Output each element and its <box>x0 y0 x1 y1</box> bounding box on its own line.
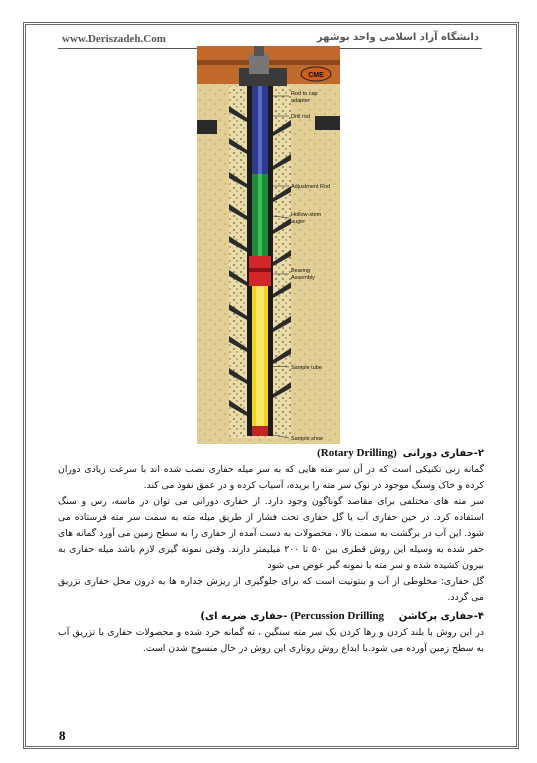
rotary-heading-en: (Rotary Drilling) <box>317 447 397 459</box>
header-university: دانشگاه آزاد اسلامی واحد بوشهر <box>316 32 479 43</box>
header-website: www.Deriszadeh.Com <box>62 33 166 45</box>
label-sample-tube: Sample tube <box>291 365 322 371</box>
rotary-heading-fa: ۲-حفاری دورانی <box>402 448 484 459</box>
ground-block-right <box>315 116 340 130</box>
rotary-section <box>58 445 484 657</box>
label-hollow-stem: Hollow-stem <box>291 212 322 218</box>
drilling-mud-paragraph: گل حفاری: مخلوطی از آب و بنتونیت است که برای جلوگیری از ریزش جداره ها به درون محل حفاری تزریق می گردد. <box>58 576 484 603</box>
rod-cap <box>249 54 269 74</box>
label-adjustment-rod: Adjustment Rod <box>291 184 331 190</box>
percussion-heading-en: (Percussion Drilling <box>290 610 385 622</box>
percussion-heading <box>58 608 484 625</box>
percussion-paragraph: در این روش با بلند کردن و رها کردن یک سر مته سنگین ، ته گمانه خرد شده و محصولات حفاری با تزریق آب به سطح زمین آورده می شود.با ابداع روش روتاری این روش در حال منسوخ شدن است. <box>58 627 484 654</box>
auger-drilling-figure <box>197 46 340 444</box>
rotary-paragraph-2: سر مته های مختلفی برای مقاصد گوناگون وجود دارد. از حفاری دورانی می توان در ماسه، رس و سنگ استفاده کرد. در حین حفاری آب یا گل حفاری تحت فشار از طریق میله مته به سمت سر مته فرستاده می شود. این آب در برگشت به سمت بالا ، محصولات به دست آمده از حفاری را به سطح زمین می آورد گمانه های حفر شده به وسیله این روش قطری بین ۵۰ تا ۲۰۰ میلیمتر دارند. وقتی نمونه گیری لازم باشد میله حفاری به بیرون کشیده شده و سر مته با نمونه گیر عوض می شود <box>58 496 484 571</box>
rotary-heading <box>58 445 484 462</box>
rotary-paragraph-1: گمانه زنی تکنیکی است که در آن سر مته هایی که به سر میله حفاری نصب شده اند با سرعت زیادی دوران کرده و خاک وسنگ موجود در نوک سر مته را بریده، آسیاب کرده و در عمق نفوذ می کند. <box>58 464 484 491</box>
label-assembly: Assembly <box>291 275 315 281</box>
label-bearing: Bearing <box>291 268 310 274</box>
page-number: 8 <box>59 728 66 743</box>
label-drill-rod: Drill rod <box>291 114 310 120</box>
ground-block-left <box>197 120 217 134</box>
label-adapter: adapter <box>291 98 310 104</box>
percussion-heading-tail: -حفاری ضربه ای) <box>200 611 288 622</box>
auger-diagram <box>197 46 340 444</box>
sample-shoe <box>252 426 268 436</box>
label-auger: auger <box>291 219 306 225</box>
label-sample-shoe: Sample shoe <box>291 436 324 442</box>
percussion-heading-fa: ۴-حفاری پرکاشن <box>398 611 484 622</box>
logo-text: CME <box>308 72 324 79</box>
label-rod-to-cap: Rod to cap <box>291 91 318 97</box>
